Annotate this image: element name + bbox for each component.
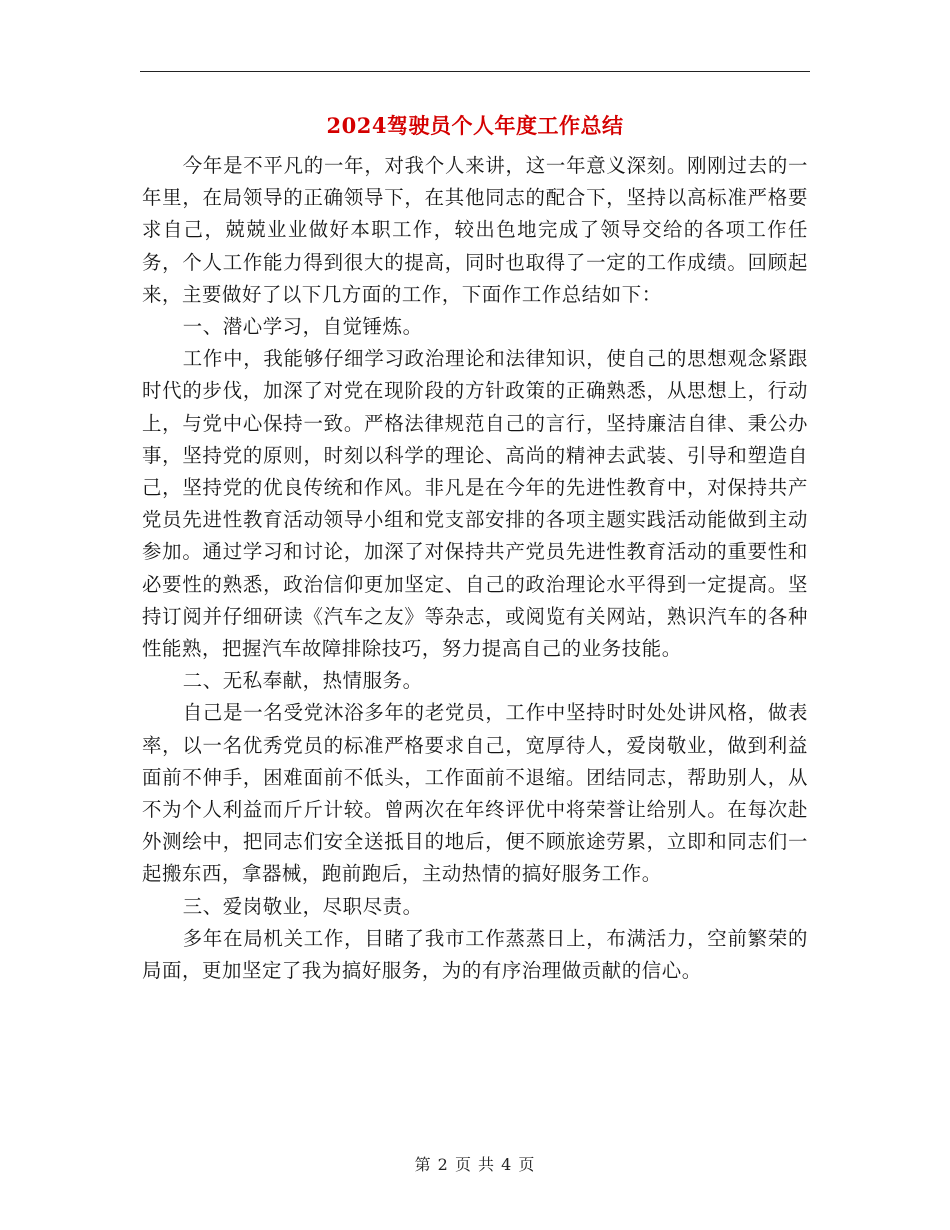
section-paragraph-1: 工作中，我能够仔细学习政治理论和法律知识，使自己的思想观念紧跟时代的步伐，加深了对党在现阶段的方针政策的正确熟悉，从思想上，行动上，与党中心保持一致。严格法律规范自己的言行，坚持廉洁自律、秉公办事，坚持党的原则，时刻以科学的理论、高尚的精神去武装、引导和塑造自己，坚持党的优良传统和作风。非凡是在今年的先进性教育中，对保持共产党员先进性教育活动领导小组和党支部安排的各项主题实践活动能做到主动参加。通过学习和讨论，加深了对保持共产党员先进性教育活动的重要性和必要性的熟悉，政治信仰更加坚定、自己的政治理论水平得到一定提高。坚持订阅并仔细研读《汽车之友》等杂志，或阅览有关网站，熟识汽车的各种性能熟，把握汽车故障排除技巧，努力提高自己的业务技能。: [142, 347, 808, 661]
document-body: [142, 150, 808, 987]
section-heading-3: 三、爱岗敬业，尽职尽责。: [182, 894, 423, 918]
intro-paragraph: 今年是不平凡的一年，对我个人来讲，这一年意义深刻。刚刚过去的一年里，在局领导的正确领导下，在其他同志的配合下，坚持以高标准严格要求自己，兢兢业业做好本职工作，较出色地完成了领导交给的各项工作任务，个人工作能力得到很大的提高，同时也取得了一定的工作成绩。回顾起来，主要做好了以下几方面的工作，下面作工作总结如下：: [142, 154, 808, 306]
header-rule: [140, 71, 810, 72]
document-title: 2024驾驶员个人年度工作总结: [326, 113, 624, 138]
section-paragraph-2: 自己是一名受党沐浴多年的老党员，工作中坚持时时处处讲风格，做表率，以一名优秀党员的标准严格要求自己，宽厚待人，爱岗敬业，做到利益面前不伸手，困难面前不低头，工作面前不退缩。团结同志，帮助别人，从不为个人利益而斤斤计较。曾两次在年终评优中将荣誉让给别人。在每次赴外测绘中，把同志们安全送抵目的地后，便不顾旅途劳累，立即和同志们一起搬东西，拿器械，跑前跑后，主动热情的搞好服务工作。: [142, 701, 808, 886]
section-heading-1: 一、潜心学习，自觉锤炼。: [182, 315, 423, 339]
section-heading-2: 二、无私奉献，热情服务。: [182, 669, 423, 693]
section-paragraph-3: 多年在局机关工作，目睹了我市工作蒸蒸日上，布满活力，空前繁荣的局面，更加坚定了我为搞好服务，为的有序治理做贡献的信心。: [142, 926, 808, 983]
page-number-footer: 第 2 页 共 4 页: [414, 1155, 536, 1174]
